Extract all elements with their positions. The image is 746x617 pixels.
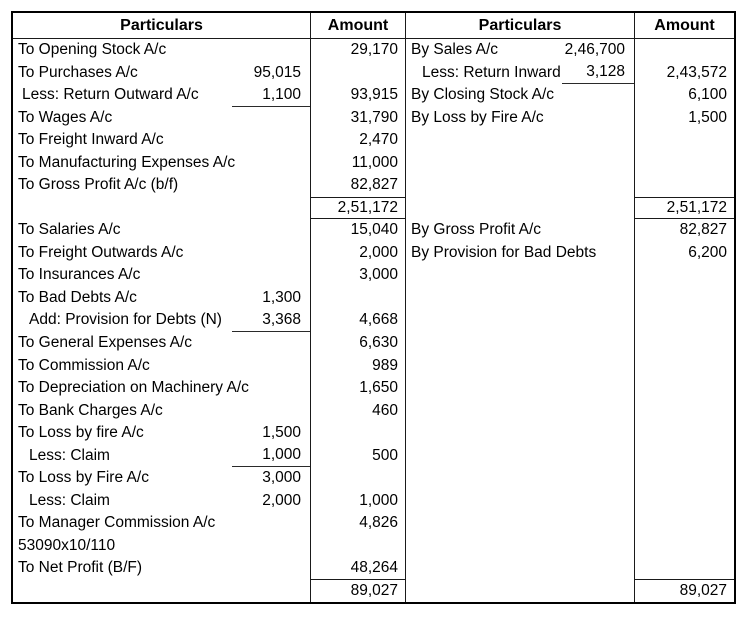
left-particulars-label: Less: Claim <box>29 491 110 509</box>
right-particulars-cell <box>405 152 634 175</box>
left-amount-cell: 3,000 <box>310 264 405 287</box>
total-right-amount-cell: 89,027 <box>634 579 734 602</box>
left-amount-cell: 1,650 <box>310 377 405 400</box>
right-particulars-cell <box>405 309 634 332</box>
left-particulars-label: To Depreciation on Machinery A/c <box>18 379 249 397</box>
left-particulars-label: To Opening Stock A/c <box>18 41 167 59</box>
right-amount-cell <box>634 129 734 152</box>
left-particulars-cell <box>13 489 310 512</box>
left-amount-cell <box>310 534 405 557</box>
left-amount-cell: 48,264 <box>310 557 405 580</box>
left-particulars-label: To Purchases A/c <box>18 63 138 81</box>
right-amount-cell <box>634 557 734 580</box>
total-right-amount-cell: 2,51,172 <box>634 197 734 220</box>
left-particulars-cell <box>13 39 310 62</box>
right-particulars-cell <box>405 39 634 62</box>
left-amount-cell: 93,915 <box>310 84 405 107</box>
left-amount-cell: 2,470 <box>310 129 405 152</box>
right-amount-cell <box>634 444 734 467</box>
trading-and-profit-loss-account-table <box>11 11 736 604</box>
right-particulars-label: By Sales A/c <box>411 41 499 59</box>
left-amount-cell: 1,000 <box>310 489 405 512</box>
left-particulars-label: To Loss by fire A/c <box>18 424 144 442</box>
right-particulars-cell <box>405 512 634 535</box>
inner-sub-amount: 95,015 <box>253 63 301 81</box>
left-particulars-cell <box>13 197 310 220</box>
right-particulars-cell <box>405 399 634 422</box>
left-amount-cell: 11,000 <box>310 152 405 175</box>
left-amount-cell: 29,170 <box>310 39 405 62</box>
left-particulars-label: To Gross Profit A/c (b/f) <box>18 176 179 194</box>
left-particulars-label: To Manufacturing Expenses A/c <box>18 153 236 171</box>
inner-sub-amount: 3,368 <box>232 309 310 332</box>
left-particulars-cell <box>13 152 310 175</box>
inner-sub-amount: 3,000 <box>262 469 301 487</box>
right-amount-cell <box>634 422 734 445</box>
header-right-particulars: Particulars <box>405 13 634 39</box>
left-particulars-cell <box>13 219 310 242</box>
left-amount-cell: 31,790 <box>310 107 405 130</box>
right-particulars-cell <box>405 444 634 467</box>
left-particulars-label: To Insurances A/c <box>18 266 141 284</box>
left-particulars-label: Less: Return Outward A/c <box>22 86 199 104</box>
left-amount-cell: 500 <box>310 444 405 467</box>
header-right-amount: Amount <box>634 13 734 39</box>
left-particulars-label: To Salaries A/c <box>18 221 121 239</box>
right-particulars-cell <box>405 264 634 287</box>
right-particulars-cell <box>405 377 634 400</box>
left-particulars-cell <box>13 557 310 580</box>
left-particulars-cell <box>13 242 310 265</box>
left-amount-cell <box>310 62 405 85</box>
right-amount-cell: 6,100 <box>634 84 734 107</box>
right-particulars-cell <box>405 557 634 580</box>
right-amount-cell <box>634 264 734 287</box>
left-particulars-cell <box>13 467 310 490</box>
total-left-amount-cell: 2,51,172 <box>310 197 405 220</box>
left-particulars-cell <box>13 399 310 422</box>
right-amount-cell <box>634 287 734 310</box>
right-particulars-cell <box>405 107 634 130</box>
right-particulars-cell <box>405 62 634 85</box>
left-particulars-cell <box>13 107 310 130</box>
left-particulars-label: To Bad Debts A/c <box>18 288 137 306</box>
left-particulars-label: To Freight Inward A/c <box>18 131 164 149</box>
right-particulars-label: By Provision for Bad Debts <box>411 243 597 261</box>
left-particulars-label: To Commission A/c <box>18 356 150 374</box>
right-amount-cell <box>634 174 734 197</box>
header-left-amount: Amount <box>310 13 405 39</box>
left-amount-cell: 989 <box>310 354 405 377</box>
left-amount-cell: 15,040 <box>310 219 405 242</box>
left-particulars-cell <box>13 264 310 287</box>
right-amount-cell: 6,200 <box>634 242 734 265</box>
left-particulars-cell <box>13 287 310 310</box>
left-particulars-label: To Loss by Fire A/c <box>18 469 149 487</box>
left-amount-cell: 82,827 <box>310 174 405 197</box>
left-particulars-cell <box>13 129 310 152</box>
right-amount-cell: 1,500 <box>634 107 734 130</box>
left-particulars-cell <box>13 309 310 332</box>
left-particulars-cell <box>13 174 310 197</box>
right-amount-cell <box>634 467 734 490</box>
left-particulars-label: To Freight Outwards A/c <box>18 243 184 261</box>
right-amount-cell <box>634 534 734 557</box>
left-particulars-cell <box>13 332 310 355</box>
right-particulars-cell <box>405 242 634 265</box>
left-amount-cell <box>310 287 405 310</box>
left-particulars-label: To Wages A/c <box>18 108 113 126</box>
right-amount-cell <box>634 354 734 377</box>
right-particulars-cell <box>405 219 634 242</box>
left-particulars-label: To Net Profit (B/F) <box>18 559 143 577</box>
inner-sub-amount: 1,300 <box>262 288 301 306</box>
right-particulars-label: Less: Return Inward <box>422 63 561 81</box>
right-amount-cell <box>634 332 734 355</box>
inner-sub-amount: 1,100 <box>232 84 310 107</box>
left-particulars-cell <box>13 84 310 107</box>
left-particulars-cell <box>13 579 310 602</box>
left-particulars-label: To Manager Commission A/c <box>18 514 216 532</box>
right-amount-cell <box>634 399 734 422</box>
right-particulars-cell <box>405 534 634 557</box>
right-amount-cell <box>634 39 734 62</box>
right-particulars-label: By Gross Profit A/c <box>411 221 542 239</box>
left-particulars-label: 53090x10/110 <box>18 536 116 554</box>
left-amount-cell <box>310 467 405 490</box>
right-particulars-label: By Closing Stock A/c <box>411 86 555 104</box>
left-particulars-label: Add: Provision for Debts (N) <box>29 311 222 329</box>
left-amount-cell: 460 <box>310 399 405 422</box>
left-particulars-cell <box>13 422 310 445</box>
right-particulars-cell <box>405 332 634 355</box>
right-particulars-cell <box>405 129 634 152</box>
inner-sub-amount: 1,500 <box>262 424 301 442</box>
right-particulars-cell <box>405 84 634 107</box>
right-amount-cell <box>634 152 734 175</box>
inner-sub-amount: 2,000 <box>262 491 301 509</box>
left-particulars-cell <box>13 534 310 557</box>
total-left-amount-cell: 89,027 <box>310 579 405 602</box>
inner-sub-amount: 1,000 <box>232 444 310 467</box>
left-particulars-label: To General Expenses A/c <box>18 334 193 351</box>
left-particulars-cell <box>13 62 310 85</box>
right-particulars-cell <box>405 579 634 602</box>
left-particulars-label: To Bank Charges A/c <box>18 401 163 419</box>
header-left-particulars: Particulars <box>13 13 310 39</box>
inner-sub-amount: 2,46,700 <box>564 41 625 59</box>
right-amount-cell <box>634 512 734 535</box>
right-amount-cell: 82,827 <box>634 219 734 242</box>
left-amount-cell: 4,826 <box>310 512 405 535</box>
right-amount-cell: 2,43,572 <box>634 62 734 85</box>
left-particulars-cell <box>13 444 310 467</box>
left-particulars-label: Less: Claim <box>29 446 110 464</box>
left-particulars-cell <box>13 377 310 400</box>
inner-sub-amount: 3,128 <box>562 62 634 85</box>
right-particulars-cell <box>405 354 634 377</box>
right-particulars-label: By Loss by Fire A/c <box>411 108 544 126</box>
left-particulars-cell <box>13 512 310 535</box>
right-particulars-cell <box>405 489 634 512</box>
left-amount-cell <box>310 422 405 445</box>
right-particulars-cell <box>405 197 634 220</box>
right-particulars-cell <box>405 174 634 197</box>
left-amount-cell: 4,668 <box>310 309 405 332</box>
right-amount-cell <box>634 377 734 400</box>
left-amount-cell: 6,630 <box>310 332 405 355</box>
right-particulars-cell <box>405 422 634 445</box>
right-particulars-cell <box>405 287 634 310</box>
left-amount-cell: 2,000 <box>310 242 405 265</box>
right-amount-cell <box>634 309 734 332</box>
left-particulars-cell <box>13 354 310 377</box>
right-amount-cell <box>634 489 734 512</box>
right-particulars-cell <box>405 467 634 490</box>
